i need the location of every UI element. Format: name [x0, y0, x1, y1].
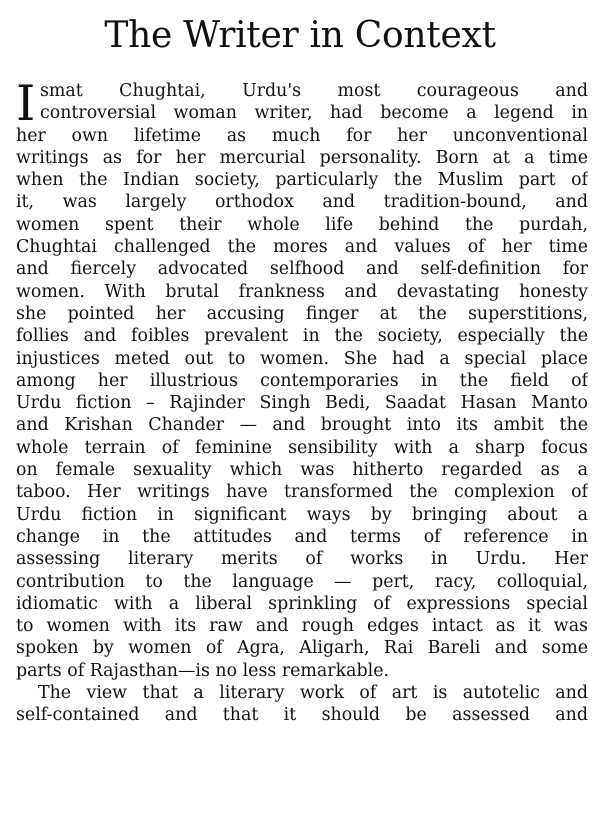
- body-text: [16, 75, 588, 727]
- text-line: follies and foibles prevalent in the society, especially the: [16, 326, 588, 347]
- text-line: contribution to the language — pert, racy, colloquial,: [16, 571, 588, 592]
- text-line: injustices meted out to women. She had a special place: [16, 348, 588, 369]
- text-line: The view that a literary work of art is autotelic and: [38, 683, 588, 704]
- text-line: Urdu fiction – Rajinder Singh Bedi, Saadat Hasan Manto: [16, 393, 588, 414]
- text-line: Chughtai challenged the mores and values of her time: [16, 237, 588, 258]
- text-line: writings as for her mercurial personality. Born at a time: [16, 147, 588, 168]
- text-line: on female sexuality which was hitherto regarded as a: [16, 460, 588, 481]
- text-line: smat Chughtai, Urdu's most courageous and: [40, 81, 588, 101]
- text-line: when the Indian society, particularly the Muslim part of: [16, 170, 588, 191]
- chapter-title: The Writer in Context: [104, 15, 496, 56]
- text-line: Urdu fiction in significant ways by bringing about a: [16, 504, 588, 525]
- text-line: change in the attitudes and terms of reference in: [16, 526, 588, 547]
- text-line: controversial woman writer, had become a legend in: [40, 103, 588, 124]
- text-line: she pointed her accusing finger at the superstitions,: [16, 303, 588, 324]
- text-line: idiomatic with a liberal sprinkling of expressions special: [16, 593, 588, 614]
- text-line: and fiercely advocated selfhood and self-definition for: [16, 259, 588, 280]
- text-line: to women with its raw and rough edges intact as it was: [16, 616, 588, 637]
- text-line: it, was largely orthodox and tradition-bound, and: [16, 192, 588, 213]
- text-line: women. With brutal frankness and devastating honesty: [16, 281, 588, 302]
- text-line: taboo. Her writings have transformed the complexion of: [16, 482, 588, 503]
- text-line: and Krishan Chander — and brought into its ambit the: [16, 415, 588, 436]
- text-line: women spent their whole life behind the purdah,: [16, 214, 588, 235]
- text-line: spoken by women of Agra, Aligarh, Rai Bareli and some: [16, 638, 588, 659]
- text-line: whole terrain of feminine sensibility with a sharp focus: [16, 437, 588, 458]
- text-line: her own lifetime as much for her unconventional: [16, 125, 588, 146]
- text-line: assessing literary merits of works in Urdu. Her: [16, 549, 588, 570]
- text-line: self-contained and that it should be assessed and: [16, 705, 588, 726]
- text-line: among her illustrious contemporaries in the field of: [16, 370, 588, 391]
- text-line-last: parts of Rajasthan—is no less remarkable.: [16, 660, 390, 681]
- drop-cap-letter: I: [16, 75, 36, 132]
